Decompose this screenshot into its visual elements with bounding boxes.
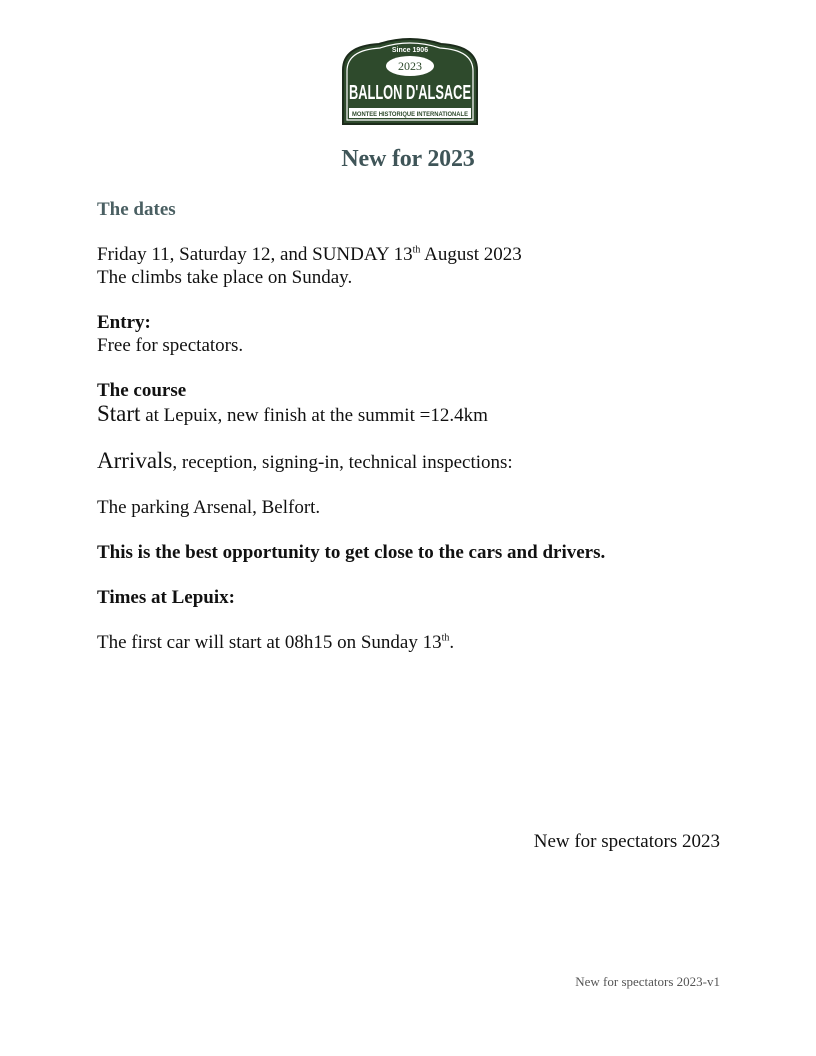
footer-version-note: New for spectators 2023-v1	[575, 974, 720, 989]
ballon-dalsace-logo	[339, 40, 481, 126]
logo-subtitle-text: MONTEE HISTORIQUE INTERNATIONALE	[352, 112, 468, 118]
logo-since-text: Since 1906	[391, 47, 429, 54]
dates-line-sup: th	[412, 244, 421, 256]
arrivals-line	[97, 449, 737, 474]
document-body	[97, 198, 737, 654]
times-line-suffix: .	[449, 632, 455, 653]
times-line-sup: th	[441, 632, 450, 644]
opportunity-line: This is the best opportunity to get close to the cars and drivers.	[97, 542, 606, 563]
course-start-rest: at Lepuix, new finish at the summit =12.4km	[140, 405, 488, 426]
rally-plate-icon	[339, 40, 481, 126]
logo-year-text: 2023	[398, 59, 422, 73]
times-line-prefix: The first car will start at 08h15 on Sunday 13	[97, 632, 442, 653]
logo-name-text: BALLON D'ALSACE	[349, 82, 471, 104]
course-heading: The course	[97, 380, 187, 401]
arrivals-word: Arrivals	[97, 448, 173, 473]
page-title: New for 2023	[341, 146, 475, 172]
dates-line-prefix: Friday 11, Saturday 12, and SUNDAY 13	[97, 244, 413, 265]
footer-document-title: New for spectators 2023	[533, 831, 720, 852]
climbs-day-line: The climbs take place on Sunday.	[97, 267, 353, 288]
arrivals-rest: , reception, signing-in, technical inspections:	[172, 452, 513, 473]
course-line	[97, 402, 737, 427]
arrivals-location: The parking Arsenal, Belfort.	[97, 497, 321, 518]
dates-heading: The dates	[97, 199, 176, 220]
entry-heading: Entry:	[97, 312, 151, 333]
entry-text: Free for spectators.	[97, 335, 244, 356]
dates-line-suffix: August 2023	[420, 244, 522, 265]
times-heading: Times at Lepuix:	[97, 587, 235, 608]
course-start-word: Start	[97, 401, 141, 426]
dates-line	[97, 243, 737, 266]
times-line	[97, 631, 737, 654]
